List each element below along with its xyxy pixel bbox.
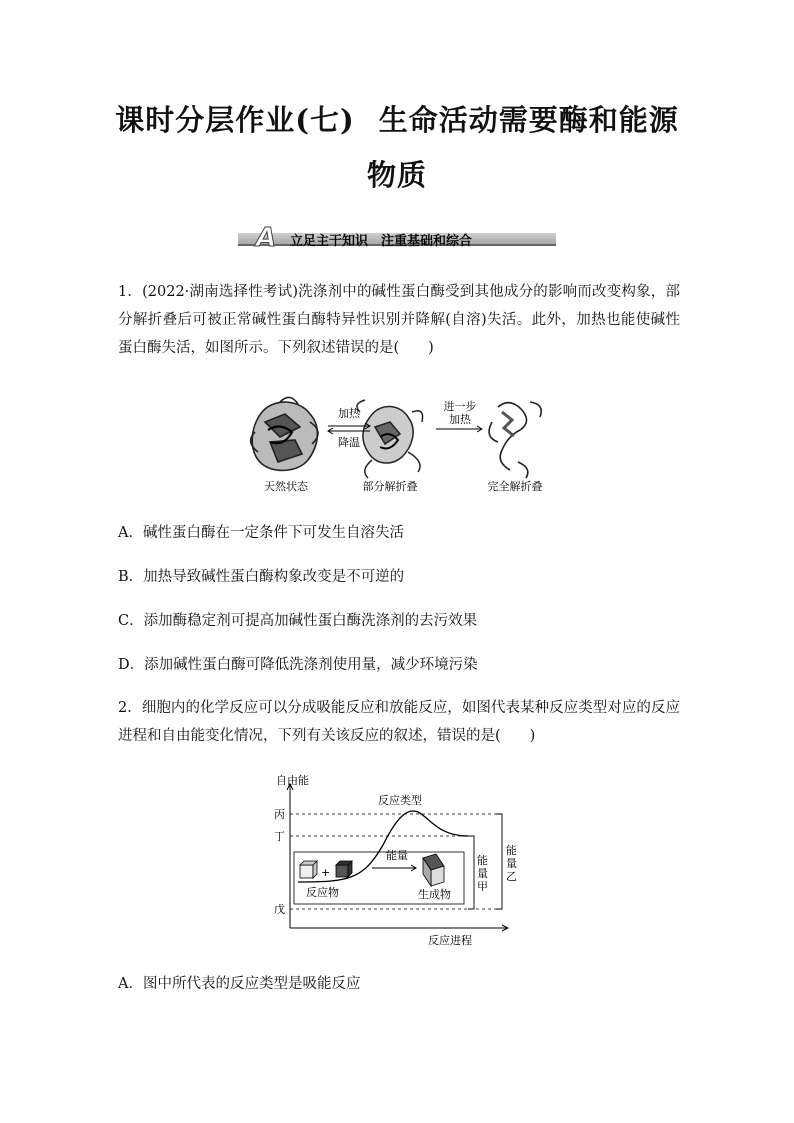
- section-banner: [238, 223, 556, 253]
- banner-letter: A: [256, 223, 277, 253]
- full-unfold-label: 完全解折叠: [487, 480, 543, 493]
- forward-arrow: [436, 426, 482, 432]
- question-1-option-b: B．加热导致碱性蛋白酶构象改变是不可逆的: [118, 569, 405, 585]
- banner-text: 立足主干知识 注重基础和综合: [290, 234, 473, 249]
- title-part-b: 生命活动需要酶和能源: [378, 103, 679, 137]
- curve-label: 反应类型: [378, 794, 422, 807]
- energy-jia-char-1: 能: [477, 854, 488, 867]
- page-title-line2: 物质: [366, 158, 427, 192]
- level-bing-label: 丙: [274, 808, 285, 821]
- question-2-option-a: A．图中所代表的反应类型是吸能反应: [118, 976, 361, 992]
- question-1-option-c: C．添加酶稳定剂可提高加碱性蛋白酶洗涤剂的去污效果: [118, 613, 478, 629]
- energy-jia-char-2: 量: [477, 867, 488, 880]
- product-label: 生成物: [418, 888, 451, 901]
- title-part-a: 课时分层作业(七): [115, 103, 355, 137]
- question-1-stem: 1．(2022·湖南选择性考试)洗涤剂中的碱性蛋白酶受到其他成分的影响而改变构象，部分解折叠后可被正常碱性蛋白酶特异性识别并降解(自溶)失活。此外，加热也能使碱性蛋白酶失活，如图所示。下列叙述错误的是( ): [118, 284, 680, 356]
- figure-free-energy: [268, 770, 528, 950]
- y-axis-label: 自由能: [276, 774, 309, 787]
- reactant-label: 反应物: [306, 886, 339, 899]
- page-title-line1: [0, 98, 794, 139]
- question-1-option-a: A．碱性蛋白酶在一定条件下可发生自溶失活: [118, 525, 404, 541]
- energy-jia-char-3: 甲: [477, 880, 488, 893]
- arrow2-top-label-2: 加热: [449, 413, 471, 426]
- arrow1-bottom-label: 降温: [338, 436, 360, 449]
- plus-sign: +: [321, 866, 331, 879]
- question-2-stem: 2．细胞内的化学反应可以分成吸能反应和放能反应，如图代表某种反应类型对应的反应进程和自由能变化情况，下列有关该反应的叙述，错误的是( ): [118, 700, 680, 744]
- level-ding-label: 丁: [274, 830, 285, 843]
- partial-unfolded-protein-image: [357, 400, 423, 478]
- energy-yi-char-2: 量: [506, 857, 517, 870]
- question-1-option-d: D．添加碱性蛋白酶可降低洗涤剂使用量，减少环境污染: [118, 657, 478, 673]
- product-cubes: [423, 854, 444, 886]
- arrow1-top-label: 加热: [338, 407, 360, 420]
- energy-arrow: [372, 865, 416, 871]
- partial-unfold-label: 部分解折叠: [362, 480, 418, 493]
- x-axis-label: 反应进程: [428, 934, 472, 947]
- native-state-label: 天然状态: [264, 480, 308, 493]
- native-protein-image: [251, 397, 318, 470]
- fully-unfolded-protein-image: [489, 402, 541, 478]
- energy-label: 能量: [386, 849, 408, 862]
- level-wu-label: 戊: [274, 903, 285, 916]
- arrow2-top-label-1: 进一步: [443, 400, 477, 413]
- figure-enzyme-unfolding: [240, 392, 560, 497]
- energy-yi-char-1: 能: [506, 844, 517, 857]
- energy-yi-char-3: 乙: [506, 870, 517, 883]
